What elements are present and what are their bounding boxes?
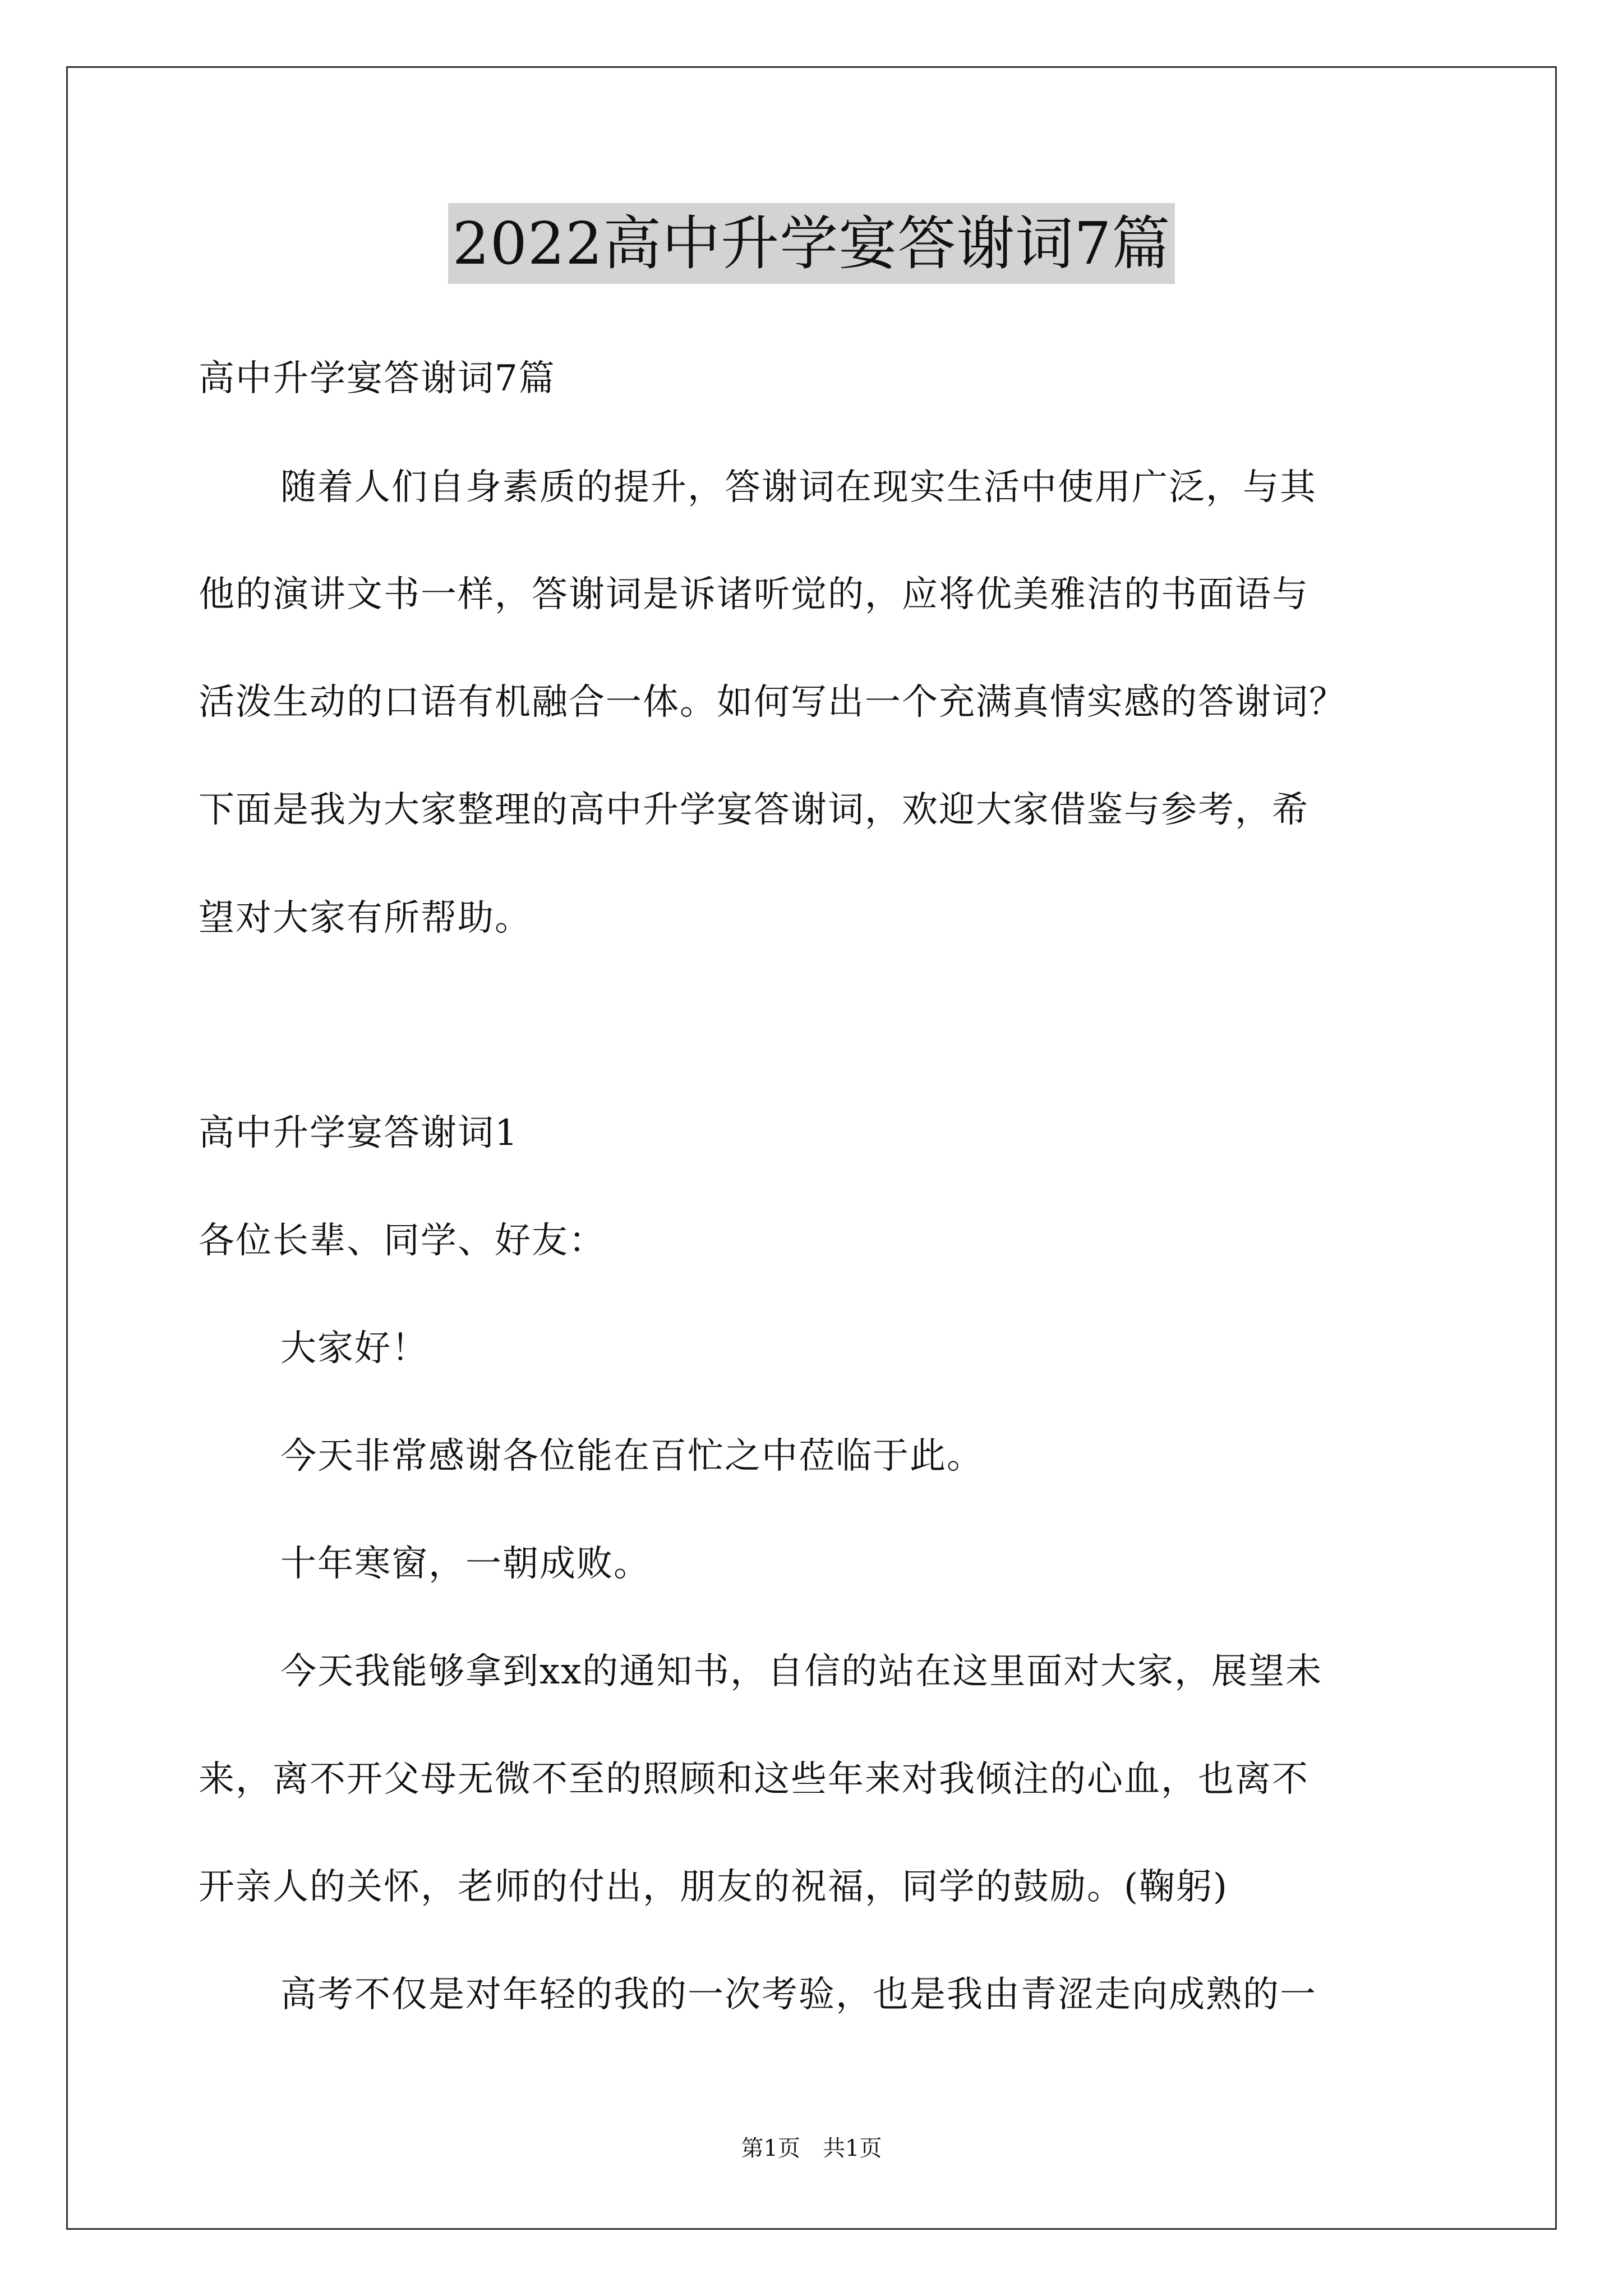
exam-line: 高考不仅是对年轻的我的一次考验，也是我由青涩走向成熟的一 bbox=[280, 1974, 1317, 2016]
salutation: 各位长辈、同学、好友： bbox=[199, 1220, 606, 1262]
intro-line-4: 下面是我为大家整理的高中升学宴答谢词，欢迎大家借鉴与参考，希 bbox=[199, 789, 1309, 831]
intro-line-5: 望对大家有所帮助。 bbox=[199, 898, 532, 939]
intro-line-3: 活泼生动的口语有机融合一体。如何写出一个充满真情实感的答谢词？ bbox=[199, 682, 1346, 723]
section-heading: 高中升学宴答谢词1 bbox=[199, 1112, 519, 1154]
document-title: 2022高中升学宴答谢词7篇 bbox=[448, 203, 1175, 284]
notice-line-1: 今天我能够拿到xx的通知书，自信的站在这里面对大家，展望未 bbox=[280, 1651, 1323, 1692]
title-container bbox=[0, 203, 1623, 284]
paragraph-hardwork: 十年寒窗，一朝成败。 bbox=[280, 1543, 651, 1585]
subtitle: 高中升学宴答谢词7篇 bbox=[199, 358, 556, 399]
page-footer: 第1页 共1页 bbox=[741, 2136, 882, 2161]
notice-line-2: 来，离不开父母无微不至的照顾和这些年来对我倾注的心血，也离不 bbox=[199, 1759, 1309, 1800]
intro-line-2: 他的演讲文书一样，答谢词是诉诸听觉的，应将优美雅洁的书面语与 bbox=[199, 574, 1309, 615]
greeting: 大家好！ bbox=[280, 1328, 428, 1369]
notice-line-3: 开亲人的关怀，老师的付出，朋友的祝福，同学的鼓励。(鞠躬) bbox=[199, 1866, 1228, 1908]
intro-line-1: 随着人们自身素质的提升，答谢词在现实生活中使用广泛，与其 bbox=[280, 467, 1317, 508]
paragraph-thanks: 今天非常感谢各位能在百忙之中莅临于此。 bbox=[280, 1435, 984, 1477]
